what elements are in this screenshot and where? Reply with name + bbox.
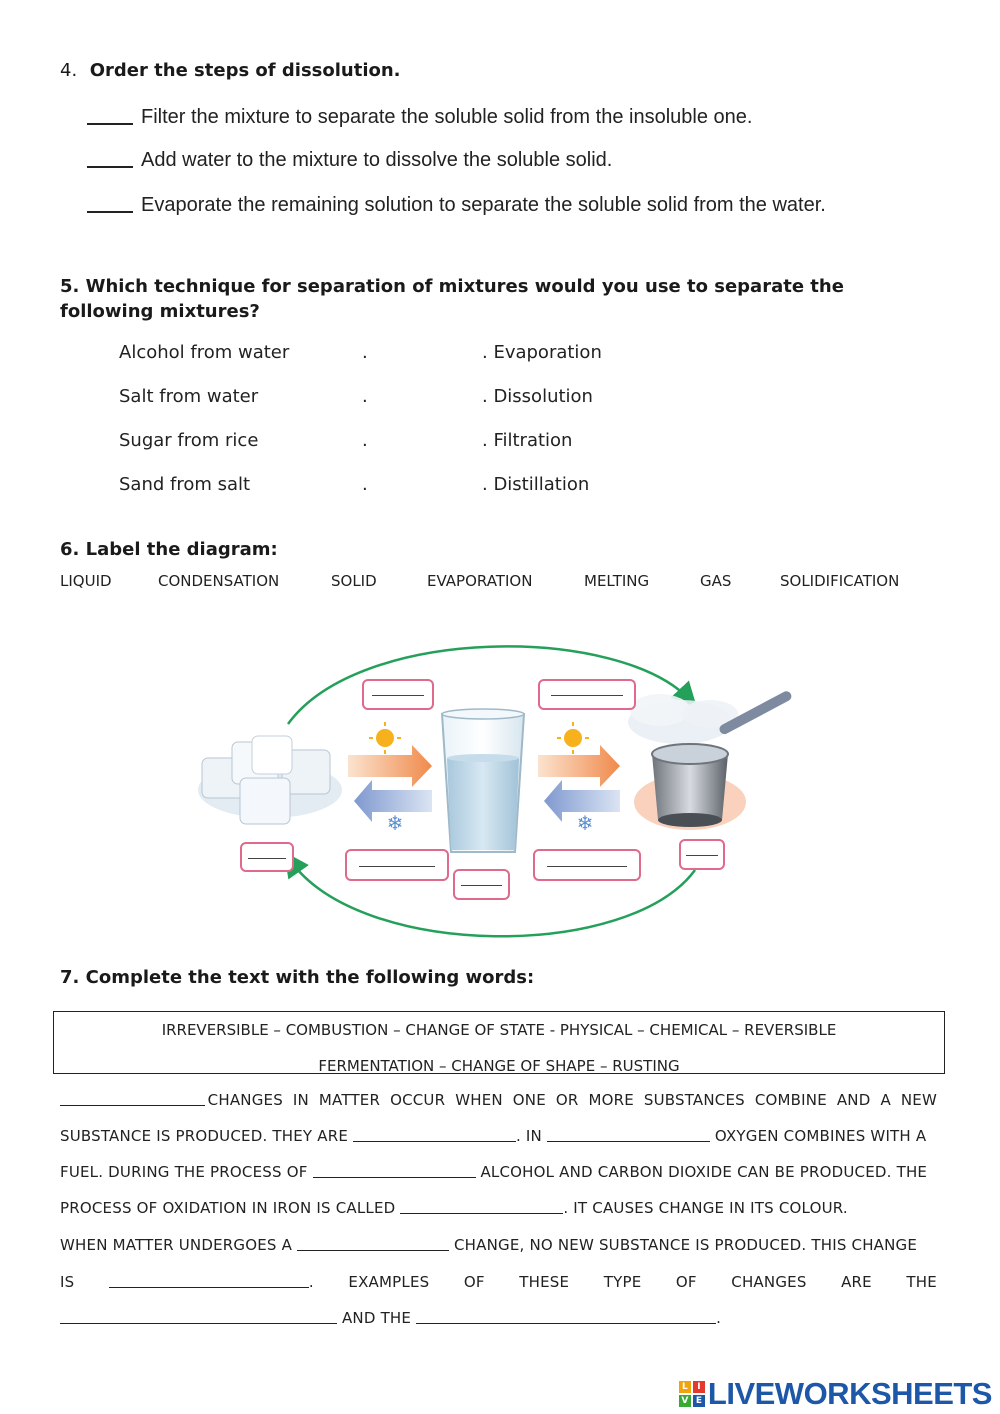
q5-left-4: Sand from salt: [119, 474, 251, 495]
q7-line-3: [60, 1163, 937, 1181]
logo-letter-v: V: [679, 1395, 691, 1407]
q5-title-line2: following mixtures?: [60, 301, 260, 322]
q7-line-6-d: OF: [463, 1273, 485, 1291]
label-box-solidification[interactable]: [345, 849, 449, 881]
q4-step-3: [87, 193, 826, 217]
label-box-evaporation[interactable]: [538, 679, 636, 710]
q6-title: 6. Label the diagram:: [60, 539, 278, 560]
q6-word-liquid: LIQUID: [60, 572, 112, 590]
q4-blank-2[interactable]: [87, 148, 133, 168]
q7-line-5-a: WHEN MATTER UNDERGOES A: [60, 1236, 293, 1254]
sun-icon-right: [564, 729, 582, 747]
q7-line-6-c: EXAMPLES: [348, 1273, 430, 1291]
q7-line-6-b: .: [308, 1273, 314, 1291]
q5-left-3: Sugar from rice: [119, 430, 259, 451]
q7-line-7-b: .: [716, 1309, 722, 1327]
q7-line-3-b: ALCOHOL AND CARBON DIOXIDE CAN BE PRODUCED. THE: [480, 1163, 928, 1181]
q7-line-4: [60, 1199, 937, 1217]
q7-line-1: [60, 1091, 937, 1109]
ice-cubes-image: [198, 736, 342, 824]
q6-word-gas: GAS: [700, 572, 732, 590]
q5-right-1[interactable]: . Evaporation: [482, 342, 602, 363]
q5-right-3[interactable]: . Filtration: [482, 430, 573, 451]
logo-mark: [679, 1381, 705, 1407]
q7-line-6-h: CHANGES: [731, 1273, 807, 1291]
q7-blank-2[interactable]: [353, 1127, 516, 1142]
q7-line-7: [60, 1309, 937, 1327]
q7-line-6-e: THESE: [519, 1273, 570, 1291]
q7-line-2-a: SUBSTANCE IS PRODUCED. THEY ARE: [60, 1127, 349, 1145]
evaporation-arrow: [538, 745, 620, 787]
sun-icon-left: [376, 729, 394, 747]
q6-word-condensation: CONDENSATION: [158, 572, 280, 590]
steaming-pot-image: [628, 689, 793, 830]
q7-blank-3[interactable]: [547, 1127, 710, 1142]
q7-line-7-a: AND THE: [341, 1309, 412, 1327]
q7-blank-6[interactable]: [297, 1236, 449, 1251]
liveworksheets-logo[interactable]: [679, 1377, 992, 1411]
logo-text: LIVEWORKSHEETS: [707, 1376, 992, 1411]
logo-letter-e: E: [693, 1395, 705, 1407]
q7-blank-5[interactable]: [400, 1199, 563, 1214]
q5-left-dot-4[interactable]: .: [362, 474, 368, 495]
label-box-gas[interactable]: [679, 839, 725, 870]
q6-word-solidification: SOLIDIFICATION: [780, 572, 900, 590]
q6-word-melting: MELTING: [584, 572, 650, 590]
q7-blank-1[interactable]: [60, 1091, 205, 1106]
q7-line-6-i: ARE: [841, 1273, 872, 1291]
snowflake-icon-left: ❄: [386, 811, 404, 835]
q5-left-2: Salt from water: [119, 386, 259, 407]
q7-line-6-j: THE: [906, 1273, 937, 1291]
q7-word-bank-line2: FERMENTATION – CHANGE OF SHAPE – RUSTING: [318, 1057, 680, 1075]
label-box-condensation[interactable]: [533, 849, 641, 881]
q4-blank-3[interactable]: [87, 193, 133, 213]
q7-blank-9[interactable]: [416, 1309, 716, 1324]
q5-left-dot-2[interactable]: .: [362, 386, 368, 407]
glass-of-water-image: [442, 709, 524, 852]
q7-line-2-c: OXYGEN COMBINES WITH A: [714, 1127, 927, 1145]
q6-word-evaporation: EVAPORATION: [427, 572, 533, 590]
q7-line-6: [60, 1273, 937, 1291]
q4-blank-1[interactable]: [87, 105, 133, 125]
melting-arrow: [348, 745, 432, 787]
label-box-melting[interactable]: [362, 679, 434, 710]
q5-left-dot-3[interactable]: .: [362, 430, 368, 451]
q7-line-2-b: . IN: [515, 1127, 542, 1145]
q7-blank-8[interactable]: [60, 1309, 337, 1324]
q7-line-6-f: TYPE: [603, 1273, 642, 1291]
q7-line-6-a: IS: [60, 1273, 75, 1291]
q4-step-2: [87, 148, 612, 172]
q7-line-6-g: OF: [675, 1273, 697, 1291]
label-box-solid[interactable]: [240, 842, 294, 872]
q7-line-3-a: FUEL. DURING THE PROCESS OF: [60, 1163, 308, 1181]
logo-letter-l: L: [679, 1381, 691, 1393]
q6-word-solid: SOLID: [331, 572, 377, 590]
q7-line-1-text: CHANGES IN MATTER OCCUR WHEN ONE OR MORE SUBSTANCES COMBINE AND A NEW: [207, 1091, 937, 1109]
q4-step-1: [87, 105, 752, 129]
q5-title: [60, 274, 844, 324]
q5-left-dot-1[interactable]: .: [362, 342, 368, 363]
q7-line-4-a: PROCESS OF OXIDATION IN IRON IS CALLED: [60, 1199, 396, 1217]
q4-step-2-text: Add water to the mixture to dissolve the soluble solid.: [141, 149, 613, 171]
q7-line-5: [60, 1236, 937, 1254]
q4-title-text: Order the steps of dissolution.: [89, 60, 401, 81]
q5-right-4[interactable]: . Distillation: [482, 474, 590, 495]
q7-blank-4[interactable]: [313, 1163, 476, 1178]
q4-step-1-text: Filter the mixture to separate the soluble solid from the insoluble one.: [141, 106, 753, 128]
q5-right-2[interactable]: . Dissolution: [482, 386, 593, 407]
q7-blank-7[interactable]: [109, 1273, 309, 1288]
q7-line-4-b: . IT CAUSES CHANGE IN ITS COLOUR.: [563, 1199, 848, 1217]
q7-word-bank-line1: IRREVERSIBLE – COMBUSTION – CHANGE OF STATE - PHYSICAL – CHEMICAL – REVERSIBLE: [161, 1021, 837, 1039]
q5-left-1: Alcohol from water: [119, 342, 290, 363]
q7-line-2: [60, 1127, 937, 1145]
q7-line-5-b: CHANGE, NO NEW SUBSTANCE IS PRODUCED. THIS CHANGE: [454, 1236, 918, 1254]
q7-title: 7. Complete the text with the following words:: [60, 967, 535, 988]
q7-word-bank: [53, 1011, 945, 1074]
logo-letter-i: I: [693, 1381, 705, 1393]
q4-number: 4.: [60, 60, 78, 81]
q4-title: [60, 60, 401, 81]
label-box-liquid[interactable]: [453, 869, 510, 900]
q4-step-3-text: Evaporate the remaining solution to separate the soluble solid from the water.: [141, 194, 826, 216]
snowflake-icon-right: ❄: [576, 811, 594, 835]
q5-title-line1: 5. Which technique for separation of mixtures would you use to separate the: [60, 276, 844, 297]
